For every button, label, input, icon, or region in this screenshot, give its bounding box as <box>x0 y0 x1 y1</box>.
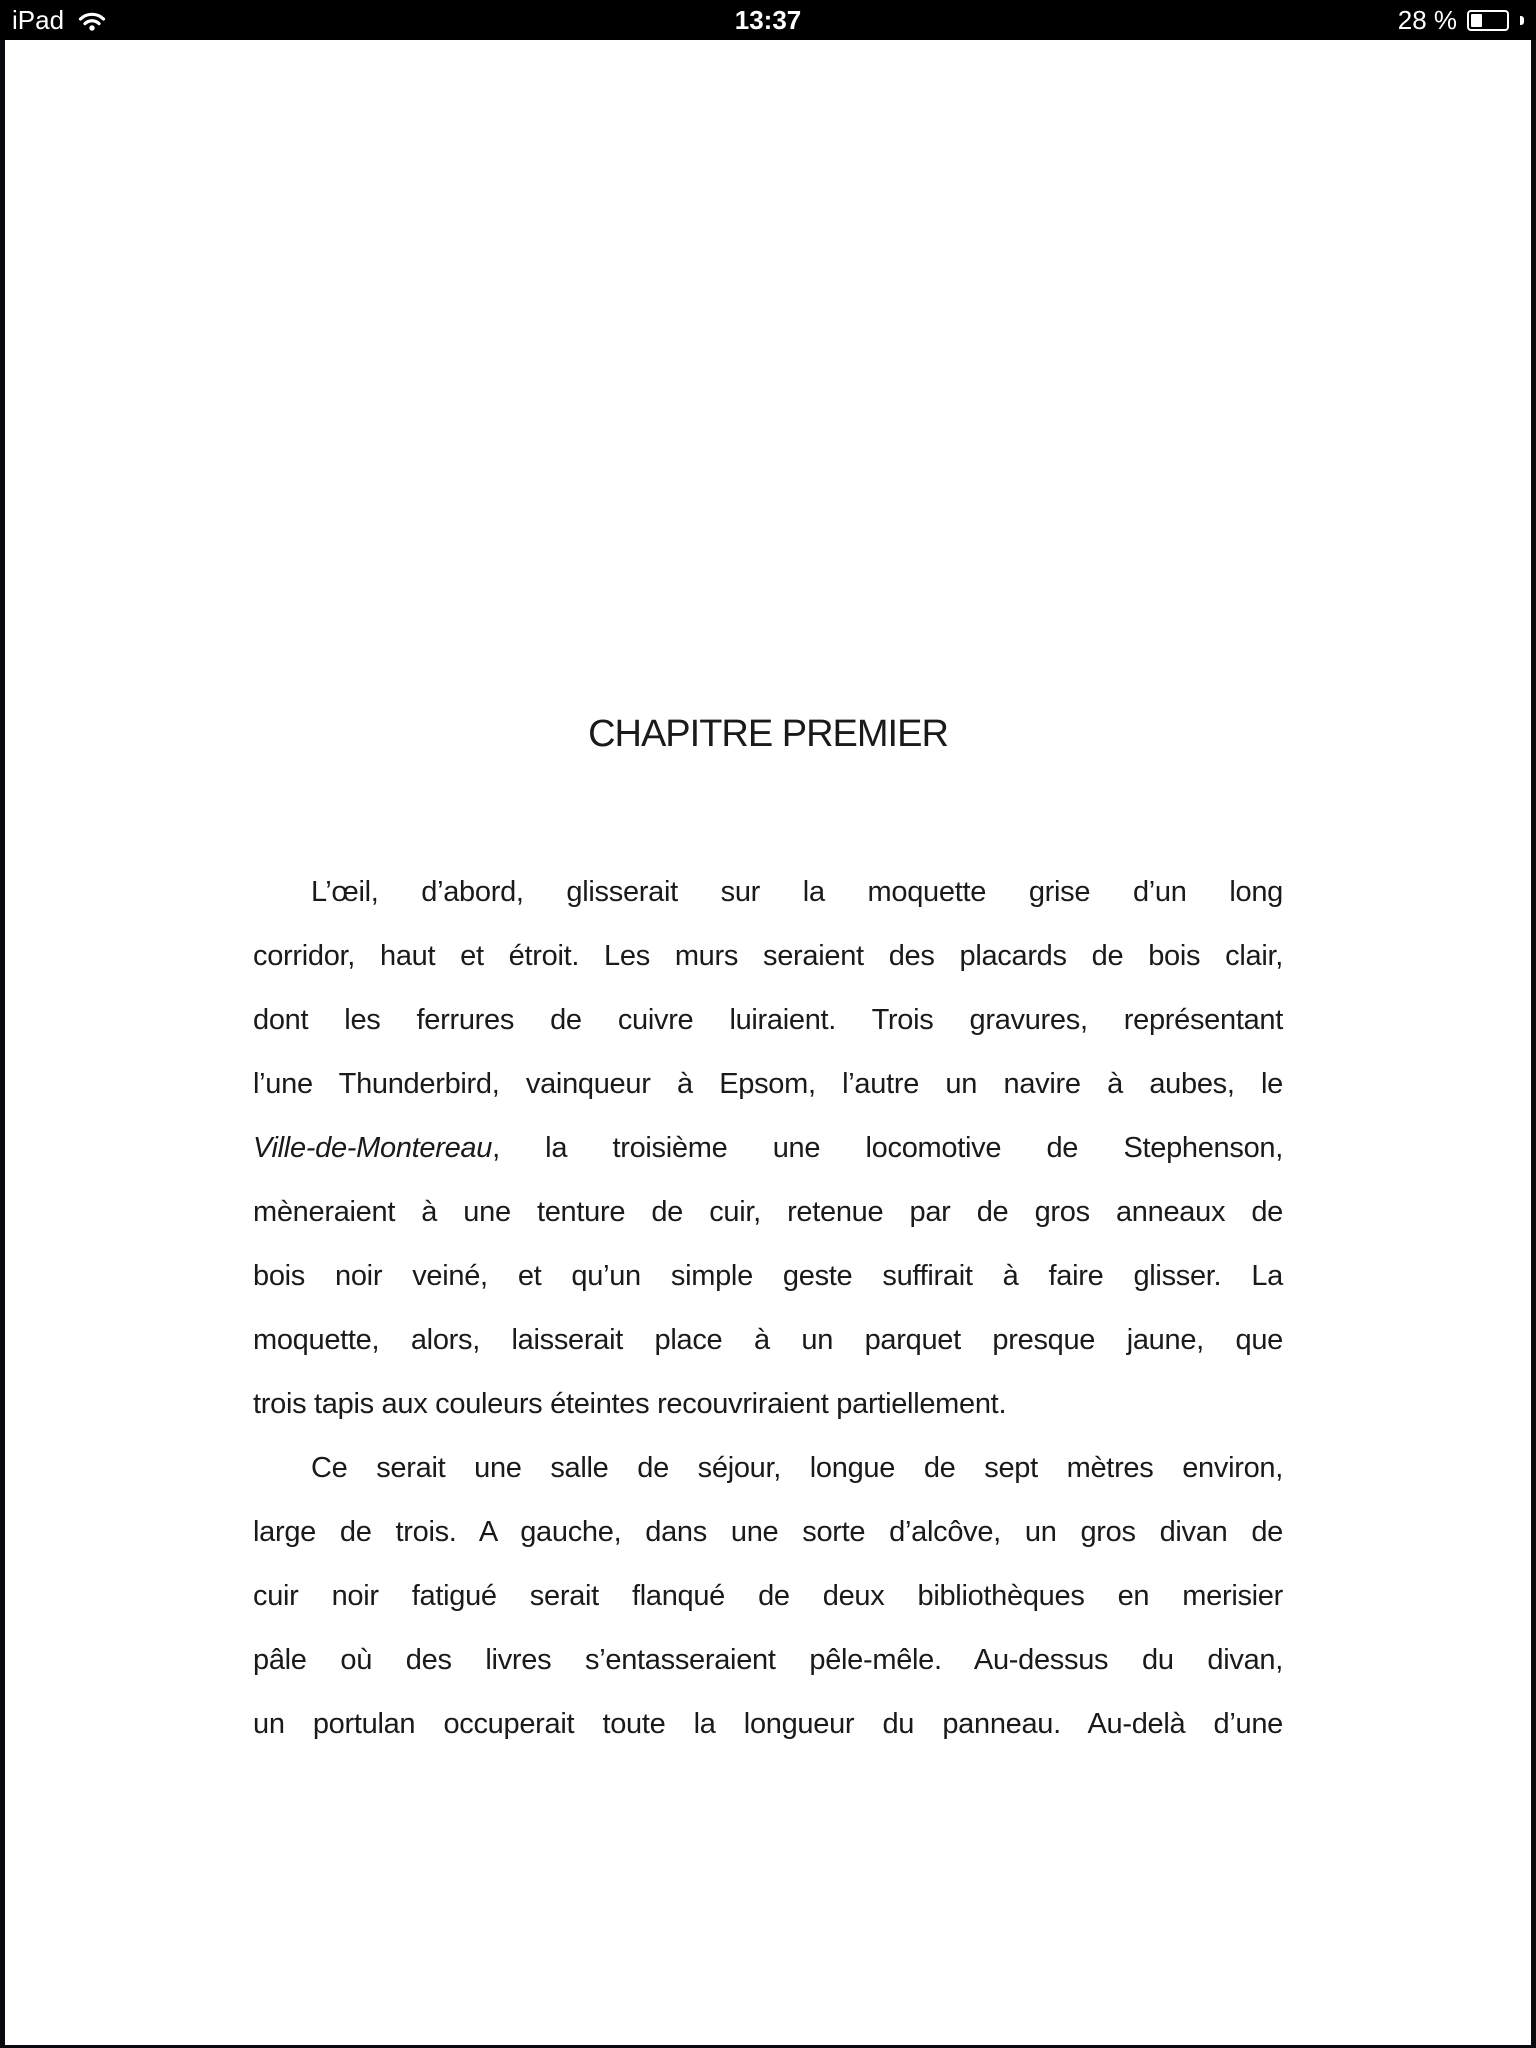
status-bar <box>0 0 1536 40</box>
text-line <box>253 1116 1283 1180</box>
text-line <box>253 1052 1283 1116</box>
battery-percent-label: 28 % <box>1397 4 1457 35</box>
text-segment: corridor, haut et étroit. Les murs seraient des placards de bois clair, <box>253 940 1283 972</box>
battery-fill <box>1471 14 1482 27</box>
text-segment: Ce serait une salle de séjour, longue de sept mètres environ, <box>311 1452 1283 1484</box>
book-page[interactable] <box>5 40 1531 2045</box>
battery-icon <box>1467 10 1509 31</box>
text-line <box>253 1436 1283 1500</box>
book-paragraphs <box>253 860 1283 1756</box>
chapter-title: CHAPITRE PREMIER <box>588 713 948 755</box>
text-segment: bois noir veiné, et qu’un simple geste suffirait à faire glisser. La <box>253 1260 1283 1292</box>
text-segment: trois tapis aux couleurs éteintes recouvriraient partiellement. <box>253 1388 1007 1420</box>
text-segment: dont les ferrures de cuivre luiraient. Trois gravures, représentant <box>253 1004 1283 1036</box>
paragraph <box>253 1436 1283 1756</box>
battery-nub <box>1520 16 1524 25</box>
text-line <box>253 1692 1283 1756</box>
text-line <box>253 1308 1283 1372</box>
text-segment: moquette, alors, laisserait place à un parquet presque jaune, que <box>253 1324 1283 1356</box>
text-segment: cuir noir fatigué serait flanqué de deux bibliothèques en merisier <box>253 1580 1283 1612</box>
text-line <box>253 1564 1283 1628</box>
text-line <box>253 988 1283 1052</box>
text-segment: L’œil, d’abord, glisserait sur la moquette grise d’un long <box>311 876 1283 908</box>
text-segment: large de trois. A gauche, dans une sorte d’alcôve, un gros divan de <box>253 1516 1283 1548</box>
carrier-label: iPad <box>12 4 65 35</box>
text-line <box>253 1372 1283 1436</box>
status-left <box>12 5 106 36</box>
text-segment: mèneraient à une tenture de cuir, retenue par de gros anneaux de <box>253 1196 1283 1228</box>
clock: 13:37 <box>734 4 802 35</box>
italic-text: Ville-de-Montereau <box>253 1132 493 1164</box>
text-segment: , la troisième une locomotive de Stephenson, <box>492 1132 1283 1164</box>
text-segment: l’une Thunderbird, vainqueur à Epsom, l’autre un navire à aubes, le <box>253 1068 1283 1100</box>
wifi-icon <box>78 9 106 31</box>
text-line <box>253 860 1283 924</box>
text-segment: un portulan occuperait toute la longueur du panneau. Au-delà d’une <box>253 1708 1283 1740</box>
text-segment: pâle où des livres s’entasseraient pêle-mêle. Au-dessus du divan, <box>253 1644 1283 1676</box>
text-line <box>253 1628 1283 1692</box>
text-line <box>253 1180 1283 1244</box>
text-line <box>253 1500 1283 1564</box>
text-line <box>253 924 1283 988</box>
status-right <box>1398 5 1524 36</box>
paragraph <box>253 860 1283 1436</box>
text-line <box>253 1244 1283 1308</box>
book-content <box>253 712 1283 1756</box>
